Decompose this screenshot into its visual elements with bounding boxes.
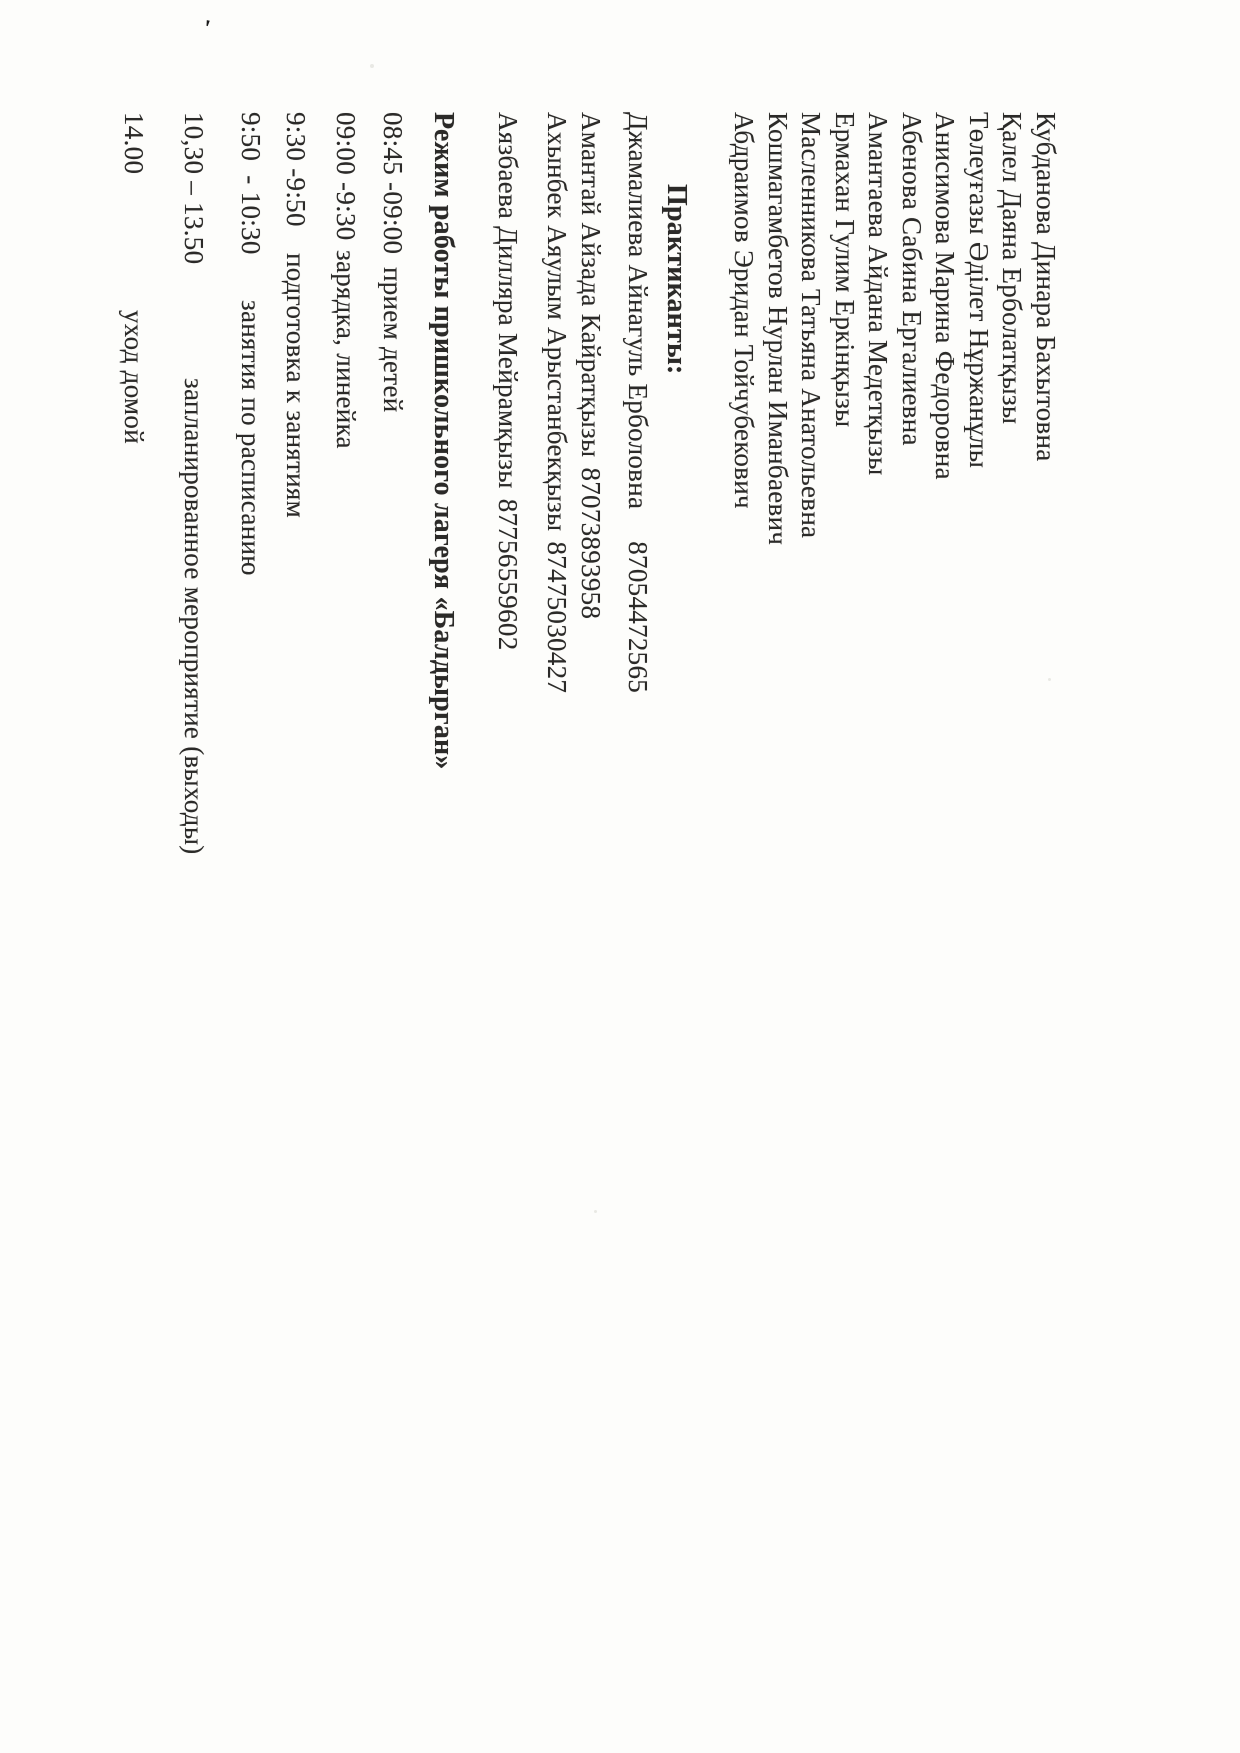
schedule-time: 14.00 [119,112,149,175]
practicant-name: Джамалиева Айнагуль Ерболовна [623,112,653,510]
practicant-line [621,112,654,693]
staff-name-line: Төлеуғазы Әділет Нұржанұлы [964,112,994,469]
practicant-phone: 87475030427 [542,541,572,694]
schedule-time: 10,30 – 13.50 [179,112,209,265]
scan-speck [370,64,374,68]
schedule-title: Режим работы пришкольного лагеря «Балдырган» [428,112,459,770]
schedule-activity: уход домой [119,310,149,444]
scan-speck [594,1210,597,1213]
practicant-phone: 87073893958 [576,467,606,620]
staff-name-line: Кошмагамбетов Нурлан Иманбаевич [763,112,793,546]
schedule-time: 08:45 -09:00 [378,112,408,255]
schedule-line [329,112,362,449]
staff-name-line: Масленникова Татьяна Анатольевна [796,112,826,539]
staff-name-line: Ермахан Гулим Еркінқызы [830,112,860,428]
practicant-name: Амантай Айзада Кайратқызы [576,112,606,458]
staff-name-line: Кубданова Динара Бахытовна [1031,112,1061,462]
pen-tick-mark: ' [200,15,213,43]
staff-name-line: Қалел Даяна Ерболатқызы [997,112,1027,425]
staff-name-line: Абенова Сабина Ергалиевна [897,112,927,446]
schedule-line [177,112,210,855]
schedule-activity: подготовка к занятиям [281,253,311,519]
schedule-line [117,112,150,444]
schedule-line [376,112,409,412]
schedule-activity: запланированное мероприятие (выходы) [179,378,209,855]
practicant-phone: 87054472565 [623,541,653,694]
practicant-name: Аязбаева Дилляра Мейрамқызы [493,112,523,489]
schedule-activity: прием детей [378,267,408,413]
schedule-time: 09:00 -9:30 [331,112,361,241]
schedule-activity: занятия по расписанию [236,300,266,576]
schedule-time: 9:50 - 10:30 [236,112,266,255]
practicant-line [491,112,524,651]
schedule-time: 9:30 -9:50 [281,112,311,227]
practicant-line [540,112,573,693]
practicant-phone: 87756559602 [493,498,523,651]
staff-name-line: Амантаева Айдана Медетқызы [863,112,893,476]
staff-name-line: Анисимова Марина Федоровна [930,112,960,480]
staff-name-line: Абдраимов Эридан Тойчубекович [729,112,759,509]
schedule-line [234,112,267,576]
schedule-activity: зарядка, линейка [331,250,361,449]
schedule-line [279,112,312,518]
rotated-text-block [102,112,1062,872]
practicant-line [574,112,607,619]
practicant-name: Ахынбек Аяулым Арыстанбекқызы [542,112,572,532]
practicants-heading: Практиканты: [661,184,692,375]
